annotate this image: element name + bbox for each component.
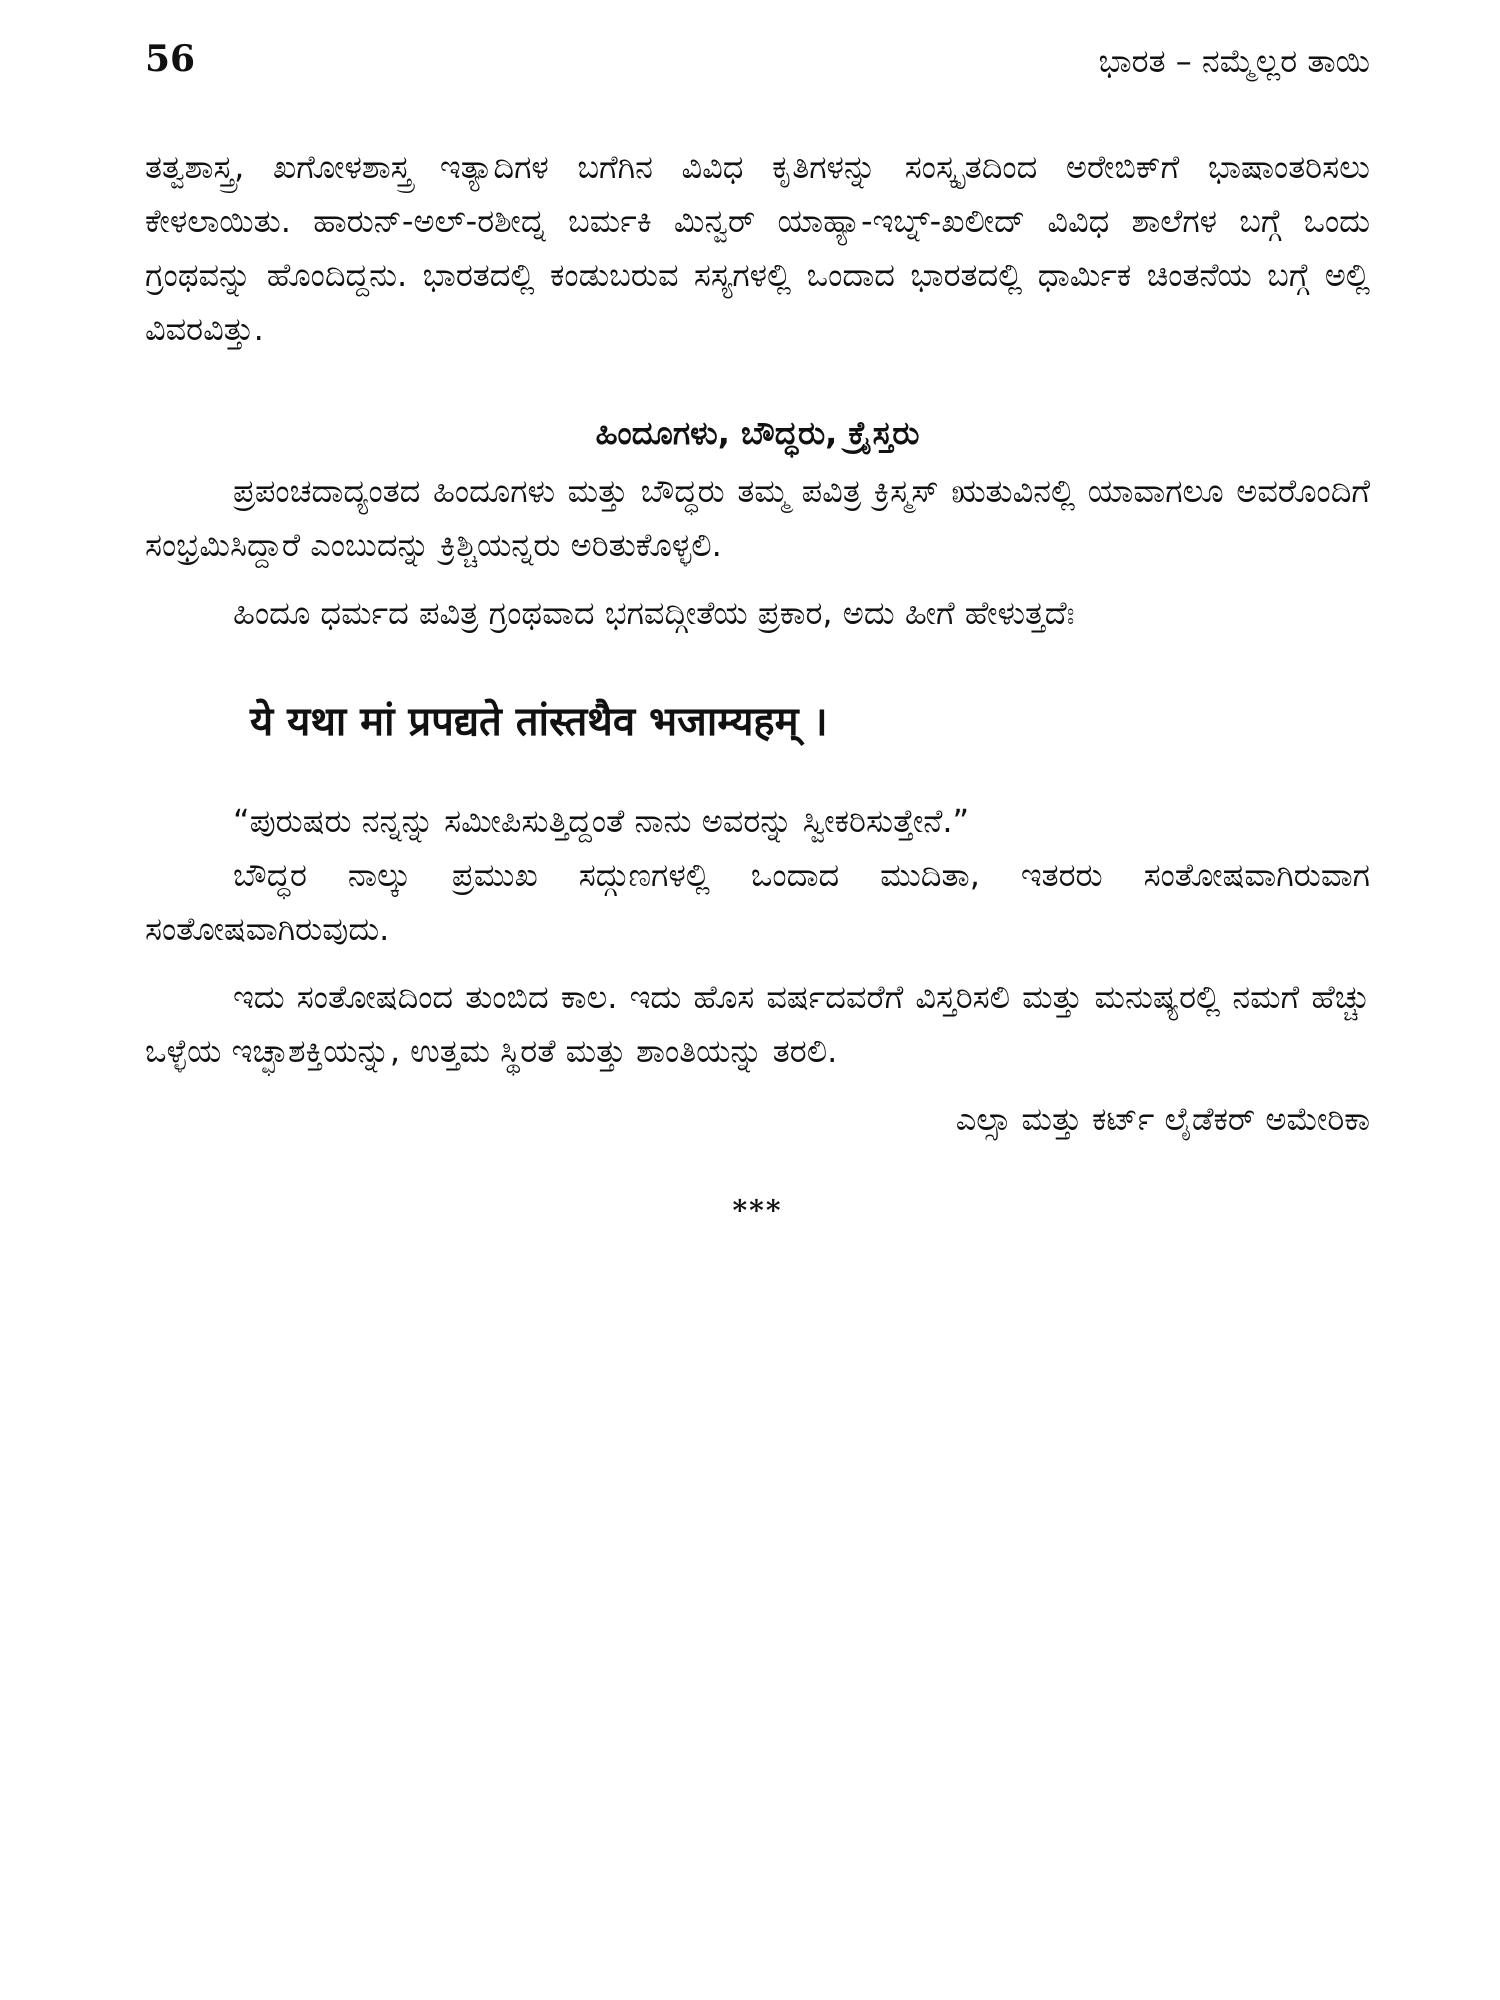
page-body: [145, 140, 1370, 1227]
verse-translation: “ಪುರುಷರು ನನ್ನನ್ನು ಸಮೀಪಿಸುತ್ತಿದ್ದಂತೆ ನಾನು ಅವರನ್ನು ಸ್ವೀಕರಿಸುತ್ತೇನೆ.”: [233, 802, 970, 840]
page-header: [145, 38, 1370, 98]
paragraph-season-wishes: ಇದು ಸಂತೋಷದಿಂದ ತುಂಬಿದ ಕಾಲ. ಇದು ಹೊಸ ವರ್ಷದವರೆಗೆ ವಿಸ್ತರಿಸಲಿ ಮತ್ತು ಮನುಷ್ಯರಲ್ಲಿ ನಮಗೆ ಹೆಚ್ಚು ಒಳ್ಳೆಯ ಇಚ್ಛಾಶಕ್ತಿಯನ್ನು, ಉತ್ತಮ ಸ್ಥಿರತೆ ಮತ್ತು ಶಾಂತಿಯನ್ನು ತರಲಿ.: [145, 978, 1370, 1070]
section-separator: ***: [732, 1194, 783, 1227]
running-title: ಭಾರತ – ನಮ್ಮೆಲ್ಲರ ತಾಯಿ: [1098, 42, 1370, 80]
paragraph-hindus-buddhists: ಪ್ರಪಂಚದಾದ್ಯಂತದ ಹಿಂದೂಗಳು ಮತ್ತು ಬೌದ್ಧರು ತಮ್ಮ ಪವಿತ್ರ ಕ್ರಿಸ್ಮಸ್ ಋತುವಿನಲ್ಲಿ ಯಾವಾಗಲೂ ಅವರೊಂದಿಗೆ ಸಂಭ್ರಮಿಸಿದ್ದಾರೆ ಎಂಬುದನ್ನು ಕ್ರಿಶ್ಚಿಯನ್ನರು ಅರಿತುಕೊಳ್ಳಲಿ.: [145, 472, 1370, 564]
paragraph-mudita: ಬೌದ್ಧರ ನಾಲ್ಕು ಪ್ರಮುಖ ಸದ್ಗುಣಗಳಲ್ಲಿ ಒಂದಾದ ಮುದಿತಾ, ಇತರರು ಸಂತೋಷವಾಗಿರುವಾಗ ಸಂತೋಷವಾಗಿರುವುದು.: [145, 856, 1370, 948]
section-heading: ಹಿಂದೂಗಳು, ಬೌದ್ಧರು, ಕ್ರೈಸ್ತರು: [595, 414, 920, 452]
paragraph-translation-history: ತತ್ವಶಾಸ್ತ್ರ, ಖಗೋಳಶಾಸ್ತ್ರ ಇತ್ಯಾದಿಗಳ ಬಗೆಗಿನ ವಿವಿಧ ಕೃತಿಗಳನ್ನು ಸಂಸ್ಕೃತದಿಂದ ಅರೇಬಿಕ್‌ಗೆ ಭಾಷಾಂತರಿಸಲು ಕೇಳಲಾಯಿತು. ಹಾರುನ್-ಅಲ್-ರಶೀದ್ನ ಬರ್ಮಕಿ ಮಿನ್ವರ್ ಯಾಹ್ಯಾ-ಇಬ್ನ್-ಖಲೀದ್ ವಿವಿಧ ಶಾಲೆಗಳ ಬಗ್ಗೆ ಒಂದು ಗ್ರಂಥವನ್ನು ಹೊಂದಿದ್ದನು. ಭಾರತದಲ್ಲಿ ಕಂಡುಬರುವ ಸಸ್ಯಗಳಲ್ಲಿ ಒಂದಾದ ಭಾರತದಲ್ಲಿ ಧಾರ್ಮಿಕ ಚಿಂತನೆಯ ಬಗ್ಗೆ ಅಲ್ಲಿ ವಿವರವಿತ್ತು.: [145, 148, 1370, 348]
author-signature: ಎಲ್ಸಾ ಮತ್ತು ಕರ್ಟ್ ಲೈಡೆಕರ್ ಅಮೇರಿಕಾ: [955, 1100, 1370, 1138]
page-number: 56: [145, 38, 196, 80]
paragraph-bhagavad-gita: ಹಿಂದೂ ಧರ್ಮದ ಪವಿತ್ರ ಗ್ರಂಥವಾದ ಭಗವದ್ಗೀತೆಯ ಪ್ರಕಾರ, ಅದು ಹೀಗೆ ಹೇಳುತ್ತದೆಃ: [233, 594, 1075, 632]
sanskrit-verse: ये यथा मां प्रपद्यते तांस्तथैव भजाम्यहम् ।: [250, 699, 828, 745]
